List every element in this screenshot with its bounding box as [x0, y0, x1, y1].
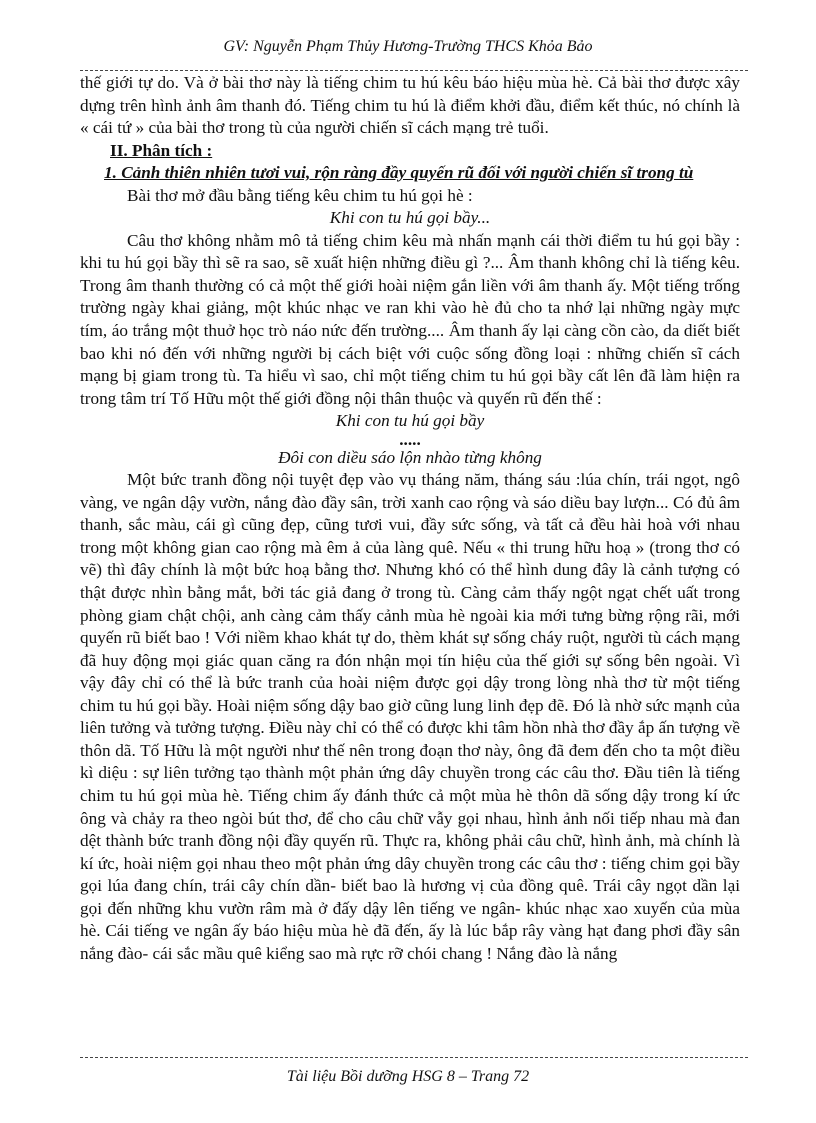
page-header: GV: Nguyễn Phạm Thủy Hương-Trường THCS Khỏa Bảo — [223, 38, 593, 55]
section-heading: II. Phân tích : — [110, 140, 213, 160]
verse-quote-1: Khi con tu hú gọi bầy... — [329, 208, 491, 228]
footer-divider — [80, 1057, 748, 1058]
verse-ellipsis: ..... — [399, 429, 421, 449]
analysis-paragraph: Câu thơ không nhằm mô tả tiếng chim kêu mà nhấn mạnh cái thời điểm tu hú gọi bầy : khi tu hú gọi bầy thì sẽ ra sao, sẽ xuất hiện những điều gì ?... Âm thanh không chỉ là tiếng kêu. Trong âm thanh thường có cả một thế giới hoài niệm gắn liền với âm thanh ấy. Một tiếng trống trường ngày khai giảng, một khúc nhạc ve ran khi vào hè đủ cho ta nhớ lại những ngày mực tím, áo trắng một thuở học trò náo nức đến trường.... Âm thanh ấy lại càng cồn cào, da diết biết bao khi nó đến với những người bị cách biệt với cuộc sống đồng loại : những chiến sĩ cách mạng bị giam trong tù. Ta hiểu vì sao, chỉ một tiếng chim tu hú gọi bầy cất lên đã làm hiện ra trong tâm trí Tố Hữu một thế giới đồng nội thân thuộc và quyến rũ đến thế : — [80, 230, 740, 408]
opening-paragraph: Bài thơ mở đầu bằng tiếng kêu chim tu hú gọi hè : — [127, 185, 473, 205]
verse-quote-2: Khi con tu hú gọi bầy — [335, 411, 485, 431]
intro-paragraph: thế giới tự do. Và ở bài thơ này là tiếng chim tu hú kêu báo hiệu mùa hè. Cả bài thơ được xây dựng trên hình ảnh âm thanh đó. Tiếng chim tu hú là điểm khởi đầu, điểm kết thúc, nó chính là « cái tứ » của bài thơ trong tù của người chiến sĩ cách mạng trẻ tuổi. — [80, 73, 740, 138]
long-analysis-paragraph: Một bức tranh đồng nội tuyệt đẹp vào vụ tháng năm, tháng sáu :lúa chín, trái ngọt, ngô vàng, ve ngân dậy vườn, nắng đào đầy sân, trời xanh cao rộng và sáo diều bay lượn... Có đủ âm thanh, sắc màu, cái gì cũng đẹp, cũng tươi vui, đầy sức sống, và tất cả đều hài hoà với nhau trong một không gian cao rộng mà êm ả của làng quê. Nếu « thi trung hữu hoạ » (trong thơ có vẽ) thì đây chính là một bức hoạ bằng thơ. Nhưng khó có thể hình dung đây là cảnh tượng có thật được nhìn bằng mắt, bởi tác giả đang ở trong tù. Càng cảm thấy ngột ngạt chết uất trong phòng giam chật chội, anh càng cảm thấy cảnh mùa hè ngoài kia mới tưng bừng rộng rãi, mới quyến rũ biết bao ! Với niềm khao khát tự do, thèm khát sự sống cháy ruột, người tù cách mạng đã huy động mọi giác quan căng ra đón nhận mọi tín hiệu của thế giới sự sống bên ngoài. Vì vậy đây chỉ có thể là bức tranh của hoài niệm được gọi dậy trong lòng nhà thơ từ một tiếng chim tu hú gọi bầy. Hoài niệm sống dậy bao giờ cũng lung linh đẹp đẽ. Đó là nhờ sức mạnh của liên tưởng và tưởng tượng. Điều này chỉ có thể có được khi tâm hồn nhà thơ đầy ắp ấn tượng về thôn dã. Tố Hữu là một người như thế nên trong đoạn thơ này, ông đã đem đến cho ta một điều kì diệu : sự liên tưởng tạo thành một phản ứng dây chuyền trong các câu thơ. Đầu tiên là tiếng chim tu hú gọi mùa hè. Tiếng chim ấy đánh thức cả một mùa hè thôn dã sống dậy trong kí ức ông và chảy ra theo ngòi bút thơ, để cho câu chữ vẫy gọi nhau, hình ảnh nối tiếp nhau mà đan dệt thành bức tranh đồng nội đầy quyến rũ. Thực ra, không phải câu chữ, hình ảnh, mà chính là kí ức, hoài niệm gọi nhau theo một phản ứng dây chuyền trong các câu thơ : tiếng chim gọi bầy gọi lúa đang chín, trái cây chín dần- biết bao là hương vị của đồng quê. Trái cây ngọt dần lại gọi đến những khu vườn râm mà ở đấy dậy lên tiếng ve ngân- khúc nhạc xao xuyến của mùa hè. Cái tiếng ve ngân ấy báo hiệu mùa hè đã đến, ấy là lúc bắp rây vàng hạt đang phơi đầy sân nắng đào- cái sắc mầu quê kiểng sao mà rực rỡ chói chang ! Nắng đào là nắng — [80, 470, 740, 963]
header-divider — [80, 70, 748, 71]
document-body — [80, 72, 740, 965]
section-subheading: 1. Cảnh thiên nhiên tươi vui, rộn ràng đầy quyến rũ đối với người chiến sĩ trong tù — [104, 163, 694, 183]
verse-quote-3: Đôi con diều sáo lộn nhào từng không — [278, 447, 542, 467]
page-footer: Tài liệu Bồi dưỡng HSG 8 – Trang 72 — [286, 1068, 530, 1085]
